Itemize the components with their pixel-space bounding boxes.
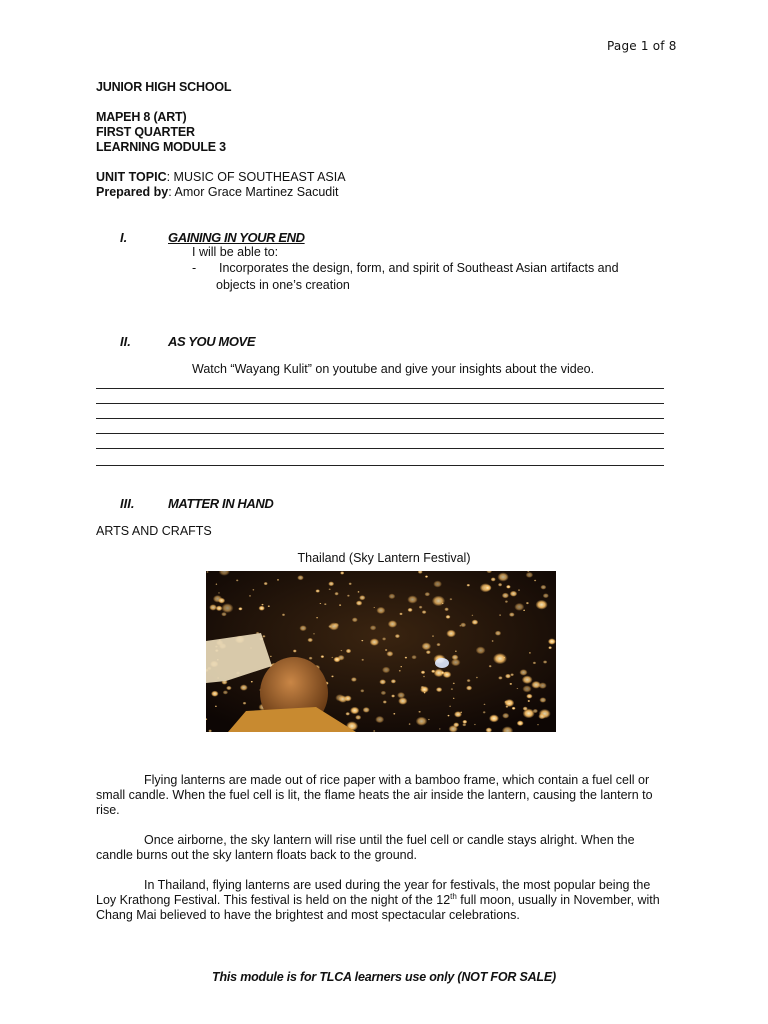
section3-number: III.: [120, 496, 135, 511]
lantern-dot: [223, 690, 228, 694]
lantern-dot: [502, 593, 509, 599]
section2-title: AS YOU MOVE: [168, 334, 256, 349]
lantern-dot: [505, 706, 508, 708]
unit-topic-label: UNIT TOPIC: [96, 170, 167, 184]
lantern-dot: [536, 600, 548, 610]
bright-light: [435, 658, 449, 668]
unit-topic-line: [96, 170, 346, 184]
lantern-dot: [334, 592, 338, 596]
lantern-dot: [446, 630, 456, 638]
section3-title: MATTER IN HAND: [168, 496, 274, 511]
section1-number: I.: [120, 230, 128, 245]
objective-line2: objects in one’s creation: [216, 278, 350, 292]
lantern-dot: [436, 687, 442, 692]
lantern-dot: [391, 694, 395, 697]
lantern-dot: [243, 702, 247, 705]
lantern-dot: [236, 579, 239, 581]
lantern-dot: [529, 652, 531, 654]
lantern-dot: [386, 651, 393, 657]
lantern-dot: [313, 633, 315, 635]
lantern-dot: [418, 711, 421, 713]
answer-line-3: [96, 418, 664, 419]
lantern-dot: [221, 603, 233, 613]
lantern-dot: [492, 640, 494, 642]
lantern-dot: [382, 667, 390, 674]
lantern-dot: [497, 572, 508, 581]
lantern-dot: [385, 649, 388, 651]
lantern-dot: [491, 577, 496, 581]
lantern-dot: [474, 724, 476, 726]
lantern-dot: [398, 697, 407, 705]
lantern-dot: [395, 634, 400, 638]
lantern-dot: [373, 607, 375, 609]
lantern-dot: [405, 657, 408, 659]
lantern-dot: [476, 646, 486, 654]
lantern-dot: [360, 689, 364, 692]
lantern-dot: [356, 601, 363, 606]
lantern-dot: [357, 591, 359, 593]
lantern-dot: [425, 575, 428, 578]
lantern-dot: [307, 638, 313, 642]
school-heading: JUNIOR HIGH SCHOOL: [96, 80, 232, 94]
lantern-dot: [315, 589, 320, 593]
lantern-dot: [421, 671, 426, 675]
lantern-dot: [422, 642, 432, 650]
section1-title: GAINING IN YOUR END: [168, 230, 305, 245]
lantern-dot: [472, 620, 479, 625]
lantern-dot: [455, 650, 457, 652]
lantern-dot: [428, 719, 430, 721]
lantern-dot: [522, 675, 533, 684]
lantern-dot: [483, 704, 485, 706]
lantern-dot: [381, 691, 387, 695]
lantern-dot: [493, 653, 507, 664]
prepared-by-label: Prepared by: [96, 185, 169, 199]
lantern-dot: [370, 638, 379, 646]
lantern-dot: [331, 675, 334, 677]
lantern-dot: [447, 715, 449, 717]
lantern-dot: [548, 646, 552, 649]
lantern-dot: [346, 649, 352, 654]
paragraph-1: Flying lanterns are made out of rice paper with a bamboo frame, which contain a fuel cell or small candle. When the fuel cell is lit, the flame heats the air inside the lantern, causing the lantern to rise.: [96, 773, 653, 817]
lantern-dot: [218, 598, 225, 604]
lantern-dot: [548, 638, 556, 644]
lantern-dot: [449, 705, 451, 707]
lantern-dot: [240, 684, 248, 690]
lantern-dot: [498, 583, 502, 587]
lantern-dot: [483, 711, 486, 714]
lantern-dot: [211, 691, 219, 697]
lantern-dot: [328, 588, 331, 590]
paragraph-3-part1: In Thailand, flying lanterns are used during the year for festivals, the most popular being the Loy Krathong Festival. This festival is held on the night of the 12: [96, 878, 651, 907]
lantern-dot: [453, 682, 455, 684]
lantern-dot: [216, 606, 223, 612]
bullet-dash: -: [192, 261, 197, 275]
lantern-dot: [340, 571, 344, 574]
lantern-dot: [328, 625, 332, 628]
lantern-dot: [355, 715, 361, 720]
lantern-dot: [537, 724, 539, 726]
paragraph-3-superscript: th: [450, 891, 457, 901]
lantern-dot: [433, 581, 442, 588]
lantern-dot: [505, 674, 511, 679]
lantern-dot: [293, 649, 297, 652]
lantern-dot: [432, 596, 445, 607]
lantern-dot: [259, 606, 265, 611]
lantern-dot: [218, 592, 220, 594]
lantern-dot: [393, 713, 395, 715]
lantern-dot: [361, 659, 364, 661]
lantern-dot: [416, 717, 428, 726]
lantern-dot: [489, 665, 492, 668]
lantern-dot: [319, 603, 321, 605]
lantern-dot: [375, 716, 384, 723]
lantern-dot: [543, 593, 549, 598]
lantern-dot: [388, 620, 397, 628]
lantern-dot: [270, 656, 272, 658]
lantern-dot: [432, 635, 434, 637]
lantern-dot: [238, 607, 242, 610]
lantern-dot: [251, 681, 253, 683]
lantern-dot: [373, 730, 375, 732]
lantern-dot: [442, 603, 444, 605]
lantern-dot: [333, 657, 340, 663]
lantern-dot: [495, 631, 501, 636]
section2-instruction: Watch “Wayang Kulit” on youtube and give your insights about the video.: [192, 362, 595, 376]
lantern-dot: [519, 669, 527, 676]
quarter-heading: FIRST QUARTER: [96, 125, 195, 139]
lantern-dot: [349, 582, 352, 585]
lantern-dot: [462, 720, 467, 724]
answer-line-4: [96, 433, 664, 434]
lantern-dot: [453, 698, 455, 700]
lantern-dot: [523, 707, 528, 711]
lantern-dot: [352, 617, 358, 622]
lantern-dot: [321, 655, 325, 658]
lantern-dot: [424, 692, 426, 694]
lantern-dot: [345, 712, 350, 716]
prepared-by-line: [96, 185, 338, 199]
unit-topic-value: : MUSIC OF SOUTHEAST ASIA: [166, 170, 346, 184]
lantern-dot: [439, 728, 441, 730]
objective-line1: Incorporates the design, form, and spirit of Southeast Asian artifacts and: [219, 261, 619, 275]
lantern-dot: [262, 635, 265, 638]
sky-lantern-photo: [206, 571, 556, 732]
lantern-dot: [249, 595, 251, 597]
lantern-dot: [409, 723, 411, 725]
lantern-dot: [408, 608, 413, 612]
answer-line-6: [96, 465, 664, 466]
lantern-dot: [502, 713, 509, 719]
lantern-dot: [449, 598, 452, 600]
lantern-dot: [534, 580, 537, 582]
lantern-dot: [460, 623, 466, 628]
answer-line-5: [96, 448, 664, 449]
lantern-dot: [400, 666, 402, 668]
lantern-dot: [533, 709, 538, 713]
lantern-dot: [533, 662, 537, 665]
lantern-dot: [538, 714, 545, 720]
lantern-dot: [526, 694, 532, 699]
lantern-dot: [328, 581, 334, 586]
lantern-dot: [509, 683, 512, 685]
lantern-dot: [379, 679, 386, 684]
lantern-dot: [526, 602, 529, 605]
lantern-dot: [350, 707, 359, 715]
section2-number: II.: [120, 334, 131, 349]
page-number: Page 1 of 8: [607, 39, 677, 53]
lantern-dot: [484, 585, 492, 591]
lantern-dot: [506, 585, 511, 589]
answer-line-1: [96, 388, 664, 389]
lantern-dot: [268, 605, 271, 607]
lantern-dot: [499, 614, 501, 616]
arts-crafts-subheading: ARTS AND CRAFTS: [96, 524, 212, 538]
paragraph-3: [96, 878, 666, 923]
prepared-by-value: : Amor Grace Martinez Sacudit: [168, 185, 339, 199]
lantern-dot: [512, 707, 516, 710]
photo-caption: Thailand (Sky Lantern Festival): [297, 551, 471, 565]
lantern-dot: [399, 613, 403, 616]
lantern-dot: [299, 625, 306, 631]
lantern-dot: [221, 612, 227, 616]
lantern-dot: [340, 650, 342, 652]
lantern-dot: [518, 589, 520, 591]
lantern-dot: [422, 610, 427, 614]
lantern-dot: [351, 677, 357, 682]
lantern-dot: [514, 603, 524, 611]
lantern-dot: [451, 659, 461, 667]
lantern-dot: [543, 660, 547, 663]
lantern-dot: [277, 579, 279, 581]
paragraph-2: Once airborne, the sky lantern will rise until the fuel cell or candle stays alright. When the candle burns out the sky lantern floats back to the ground.: [96, 833, 635, 862]
answer-line-2: [96, 403, 664, 404]
section1-intro: I will be able to:: [192, 245, 279, 259]
lantern-dot: [425, 592, 431, 596]
lantern-dot: [382, 637, 386, 640]
module-heading: LEARNING MODULE 3: [96, 140, 226, 154]
lantern-dot: [540, 585, 546, 590]
lantern-dot: [264, 582, 268, 585]
lantern-dot: [431, 670, 435, 673]
lantern-dot: [252, 589, 254, 591]
subject-heading: MAPEH 8 (ART): [96, 110, 187, 124]
lantern-dot: [505, 600, 508, 603]
lantern-dot: [331, 657, 333, 659]
lantern-dot: [282, 613, 285, 616]
lantern-dot: [459, 625, 461, 627]
lantern-dot: [339, 604, 342, 606]
lantern-dot: [411, 655, 416, 659]
lantern-dot: [436, 643, 440, 646]
lantern-dot: [206, 571, 208, 573]
lantern-dot: [527, 700, 530, 702]
lantern-dot: [391, 679, 396, 683]
lantern-dot: [338, 695, 347, 702]
lantern-dot: [316, 617, 318, 619]
lantern-dot: [467, 679, 471, 682]
lantern-dot: [419, 606, 423, 609]
lantern-dot: [441, 671, 445, 674]
lantern-dot: [498, 676, 503, 680]
lantern-dot: [347, 595, 350, 597]
lantern-dot: [324, 603, 327, 605]
lantern-dot: [383, 700, 387, 703]
lantern-dot: [361, 640, 363, 642]
lantern-dot: [467, 584, 471, 587]
lantern-dot: [516, 688, 518, 690]
lantern-dot: [531, 681, 541, 689]
lantern-dot: [523, 609, 525, 611]
lantern-dot: [476, 677, 478, 679]
lantern-dot: [522, 685, 531, 692]
lantern-dot: [509, 612, 515, 617]
lantern-dot: [454, 711, 462, 717]
footer-notice: This module is for TLCA learners use only (NOT FOR SALE): [212, 970, 556, 984]
lantern-dot: [426, 650, 431, 654]
lantern-dot: [539, 697, 546, 703]
lantern-dot: [517, 720, 524, 726]
lantern-dot: [261, 604, 264, 606]
lantern-dot: [309, 657, 313, 660]
lantern-dot: [363, 707, 370, 713]
lantern-dot: [446, 615, 451, 619]
lantern-dot: [423, 676, 425, 678]
lantern-dot: [359, 595, 365, 600]
lantern-dot: [399, 670, 401, 672]
lantern-dot: [471, 615, 473, 617]
lantern-dot: [507, 701, 511, 704]
lantern-dot: [451, 688, 454, 690]
lantern-dot: [226, 686, 232, 690]
lantern-dot: [388, 594, 395, 600]
lantern-dot: [444, 607, 449, 611]
lantern-dot: [526, 572, 534, 578]
lantern-dot: [510, 591, 518, 597]
lantern-dot: [215, 583, 217, 585]
lantern-dot: [407, 595, 417, 603]
lantern-dot: [209, 604, 217, 610]
lantern-dot: [297, 575, 304, 580]
lantern-dot: [376, 607, 385, 614]
lantern-dot: [489, 714, 499, 722]
lantern-dot: [370, 625, 377, 630]
lantern-dot: [466, 686, 472, 691]
paragraph-3-part2: full moon, usually in November, with Chang Mai believed to have the brightest and most spectacular celebrations.: [96, 893, 660, 922]
lantern-dot: [421, 686, 425, 689]
lantern-dot: [215, 705, 217, 707]
